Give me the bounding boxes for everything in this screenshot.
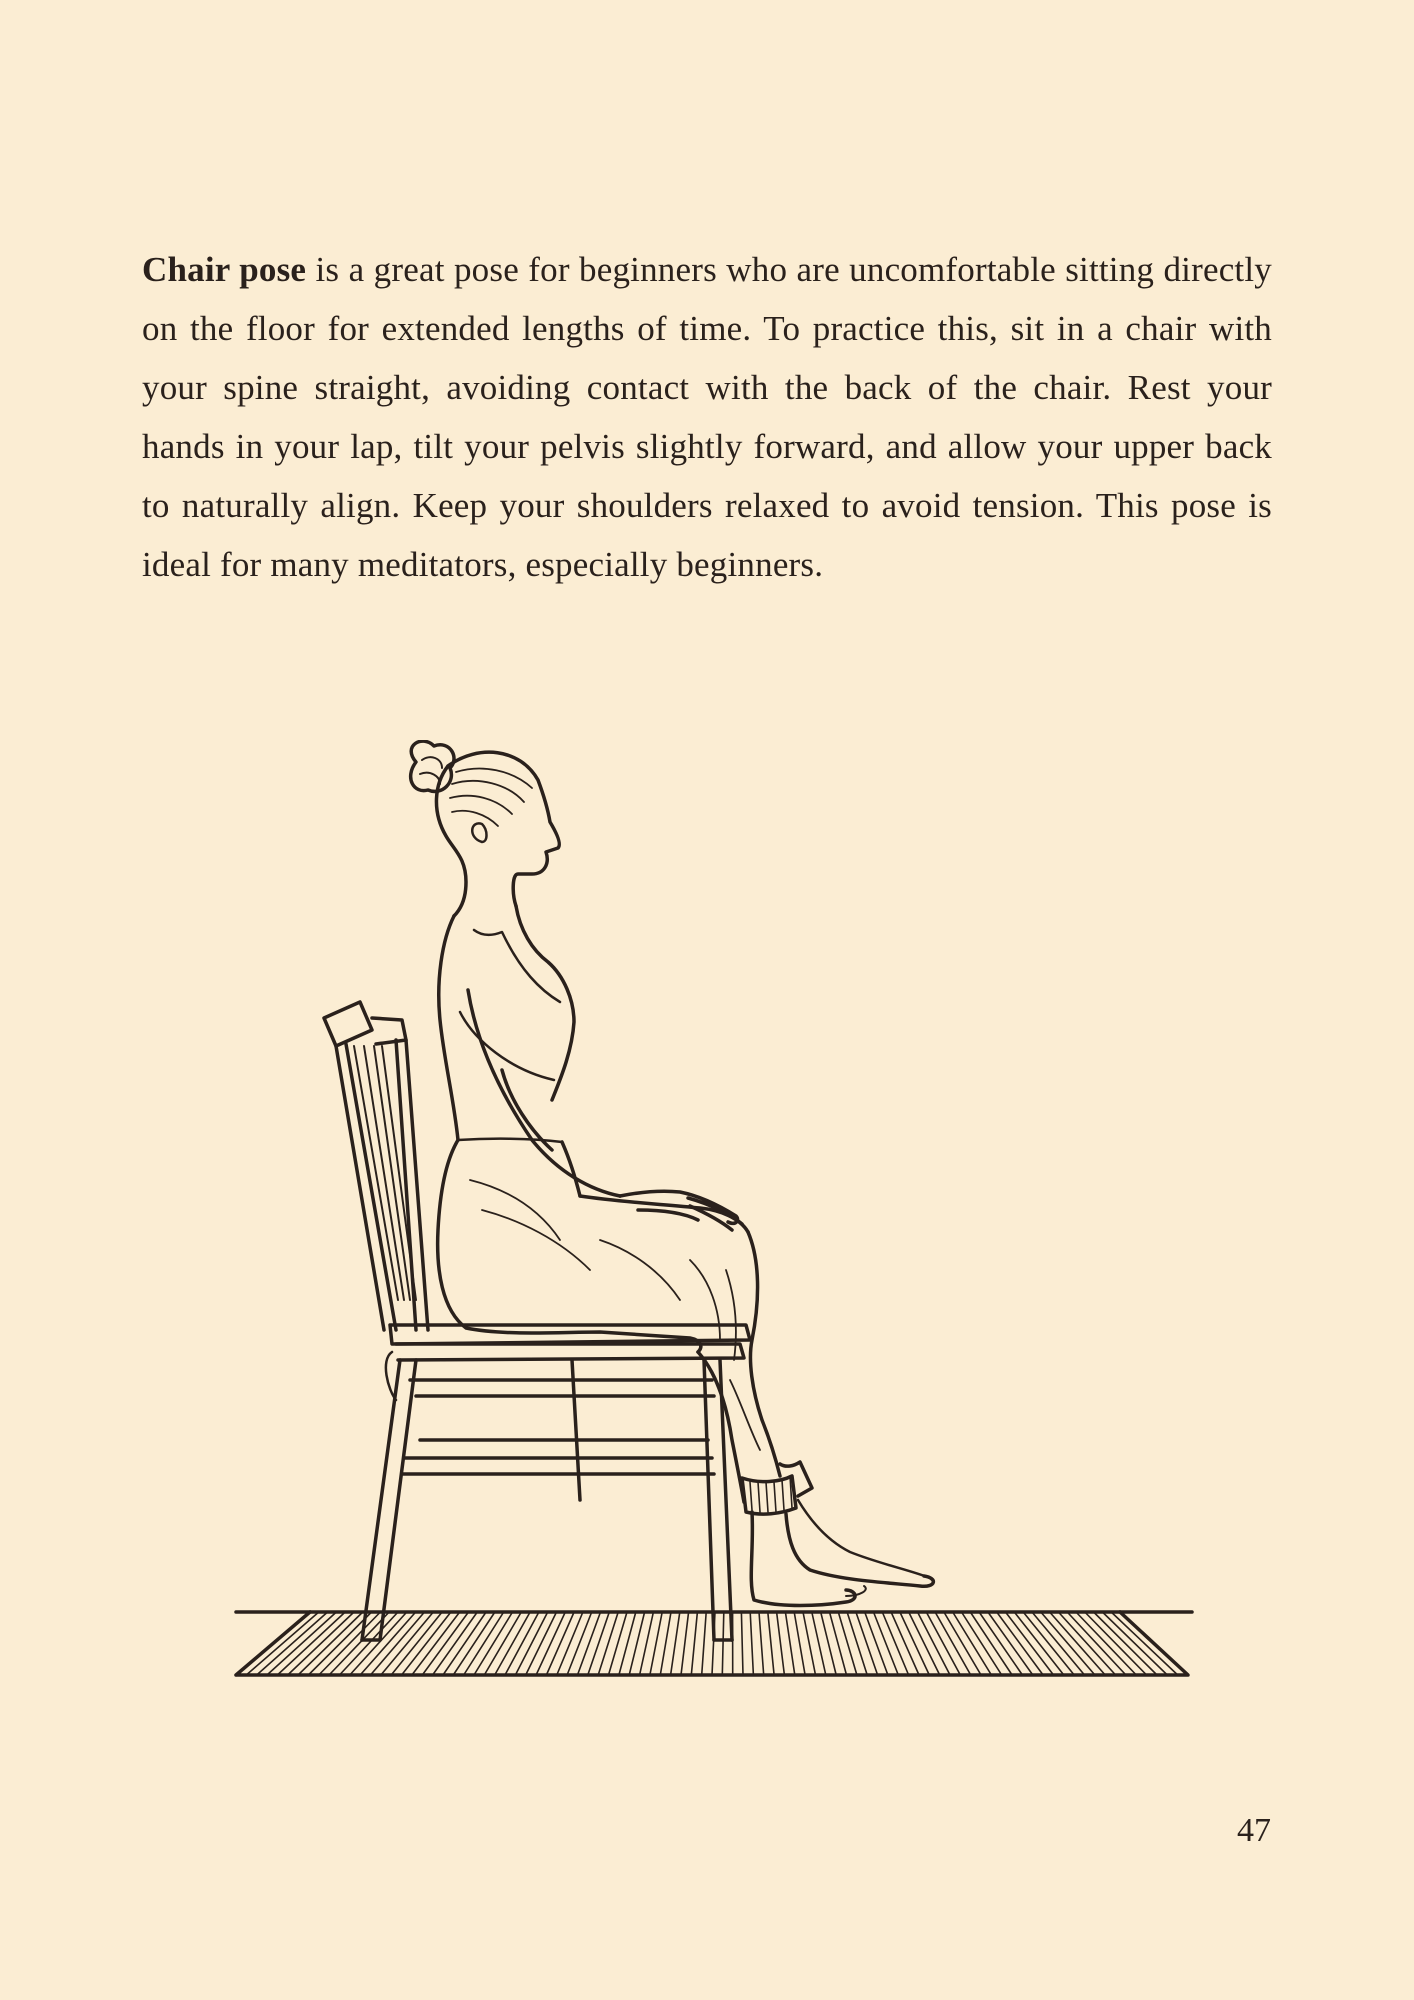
rug-hatch-line bbox=[691, 1612, 697, 1675]
rug-hatch-line bbox=[794, 1612, 805, 1675]
rug-hatch-line bbox=[453, 1612, 495, 1675]
rug-hatch-line bbox=[588, 1612, 610, 1675]
rug-hatch-line bbox=[412, 1612, 460, 1675]
rug-hatch-line bbox=[838, 1612, 857, 1675]
rug-hatch-line bbox=[598, 1612, 618, 1675]
rug-hatch-line bbox=[660, 1612, 671, 1675]
rug-hatch-line bbox=[515, 1612, 547, 1675]
rug-hatch-line bbox=[988, 1612, 1033, 1675]
rug-hatch-line bbox=[962, 1612, 1002, 1675]
woman-sitting-on-chair-illustration bbox=[220, 740, 1200, 1700]
rug-hatch-line bbox=[830, 1612, 847, 1675]
rug-hatch-line bbox=[865, 1612, 888, 1675]
rug-hatch-line bbox=[422, 1612, 468, 1675]
rug-hatch-line bbox=[1094, 1612, 1157, 1675]
rug-hatch-line bbox=[777, 1612, 785, 1675]
rug-hatch-line bbox=[267, 1612, 336, 1675]
rug-hatch-line bbox=[935, 1612, 971, 1675]
rug-hatch-line bbox=[609, 1612, 628, 1675]
rug-hatch-line bbox=[619, 1612, 636, 1675]
chair-pose-paragraph bbox=[142, 240, 1272, 594]
rug-hatch-line bbox=[926, 1612, 960, 1675]
rug-hatch-line bbox=[997, 1612, 1043, 1675]
chair-pose-term: Chair pose bbox=[142, 250, 307, 289]
rug-hatch-line bbox=[681, 1612, 689, 1675]
rug-hatch-line bbox=[970, 1612, 1012, 1675]
rug-hatch-line bbox=[702, 1612, 707, 1675]
rug-hatch-line bbox=[847, 1612, 867, 1675]
rug-hatch-line bbox=[1120, 1612, 1188, 1675]
rug-hatch-line bbox=[856, 1612, 878, 1675]
rug-hatch-line bbox=[1085, 1612, 1147, 1675]
rug-hatch-line bbox=[484, 1612, 521, 1675]
rug-hatch-line bbox=[785, 1612, 794, 1675]
rug-hatch-line bbox=[768, 1612, 774, 1675]
rug-hatch-line bbox=[236, 1612, 310, 1675]
rug-hatch-line bbox=[671, 1612, 680, 1675]
woman bbox=[411, 741, 934, 1605]
rug-hatch-line bbox=[277, 1612, 345, 1675]
rug-hatch-line bbox=[319, 1612, 381, 1675]
rug-hatch-line bbox=[918, 1612, 951, 1675]
rug-hatch-line bbox=[741, 1612, 743, 1675]
rug-hatch-line bbox=[505, 1612, 539, 1675]
rug-hatch-line bbox=[495, 1612, 530, 1675]
rug-hatch-line bbox=[578, 1612, 601, 1675]
rug-hatch-line bbox=[759, 1612, 764, 1675]
chair-pose-description: is a great pose for beginners who are uncomfortable sitting directly on the floor for extended lengths of time. To practice this, sit in a chair with your spine straight, avoiding contact with the back of the chair. Rest your hands in your lap, tilt your pelvis slightly forward, and allow your upper back to naturally align. Keep your shoulders relaxed to avoid tension. This pose is ideal for many meditators, especially beginners. bbox=[142, 250, 1272, 584]
rug-hatch-line bbox=[1102, 1612, 1167, 1675]
rug-hatch-line bbox=[722, 1612, 724, 1675]
rug-hatch-line bbox=[1111, 1612, 1178, 1675]
page-number: 47 bbox=[1237, 1812, 1271, 1849]
chair bbox=[324, 1002, 750, 1640]
rug-hatch-line bbox=[1006, 1612, 1054, 1675]
rug-hatch-line bbox=[944, 1612, 981, 1675]
rug-hatch-line bbox=[750, 1612, 753, 1675]
